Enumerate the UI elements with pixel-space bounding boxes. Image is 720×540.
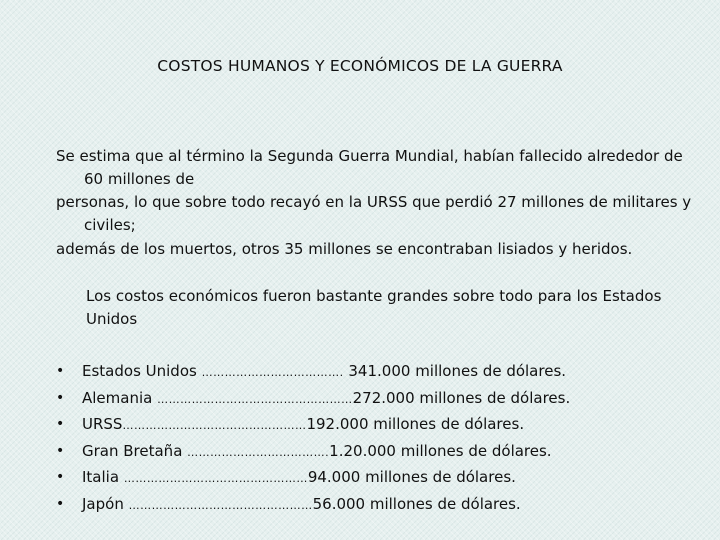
bullet-icon: • [56,442,65,459]
economic-costs-list [56,359,686,518]
dot-leader: ………………………………………… [123,472,308,485]
bullet-icon: • [56,363,65,379]
country-name: Italia [82,468,120,486]
intro-paragraph-2: personas, lo que sobre todo recayó en la URSS que perdió 27 millones de militares y civiles; [56,193,692,234]
bullet-icon: • [56,416,65,432]
bullet-icon: • [56,469,65,485]
page-title: COSTOS HUMANOS Y ECONÓMICOS DE LA GUERRA [157,57,563,75]
cost-value: 56.000 millones de dólares. [312,494,521,513]
dot-leader: ………………………………………… [128,498,313,512]
list-item [56,359,686,386]
list-item [56,386,642,413]
country-name: Alemania [82,388,153,407]
list-item [56,465,686,492]
country-name: Japón [82,494,124,513]
country-name: Estados Unidos [82,362,197,380]
intro-paragraph-1: Se estima que al término la Segunda Guerra Mundial, habían fallecido alrededor de 60 millones de [56,147,683,188]
cost-value: 94.000 millones de dólares. [307,468,516,486]
dot-leader: ………………………………. [187,445,330,459]
intro-paragraph-4: Los costos económicos fueron bastante grandes sobre todo para los Estados Unidos [86,287,662,328]
bullet-icon: • [56,495,65,512]
dot-leader: ………………………………………… [122,419,307,432]
cost-value: 272.000 millones de dólares. [352,388,571,407]
list-item [56,439,686,466]
dot-leader: ………………………………. [201,366,344,379]
cost-value: 341.000 millones de dólares. [348,362,567,380]
intro-paragraph-3: además de los muertos, otros 35 millones se encontraban lisiados y heridos. [56,240,633,258]
list-item [56,492,686,519]
country-name: Gran Bretaña [82,441,183,460]
country-name: URSS [82,415,123,433]
cost-value: 1.20.000 millones de dólares. [329,441,552,460]
cost-value: 192.000 millones de dólares. [306,415,525,433]
dot-leader: …………………………………………… [157,392,353,406]
list-item [56,412,686,439]
bullet-icon: • [56,389,65,406]
